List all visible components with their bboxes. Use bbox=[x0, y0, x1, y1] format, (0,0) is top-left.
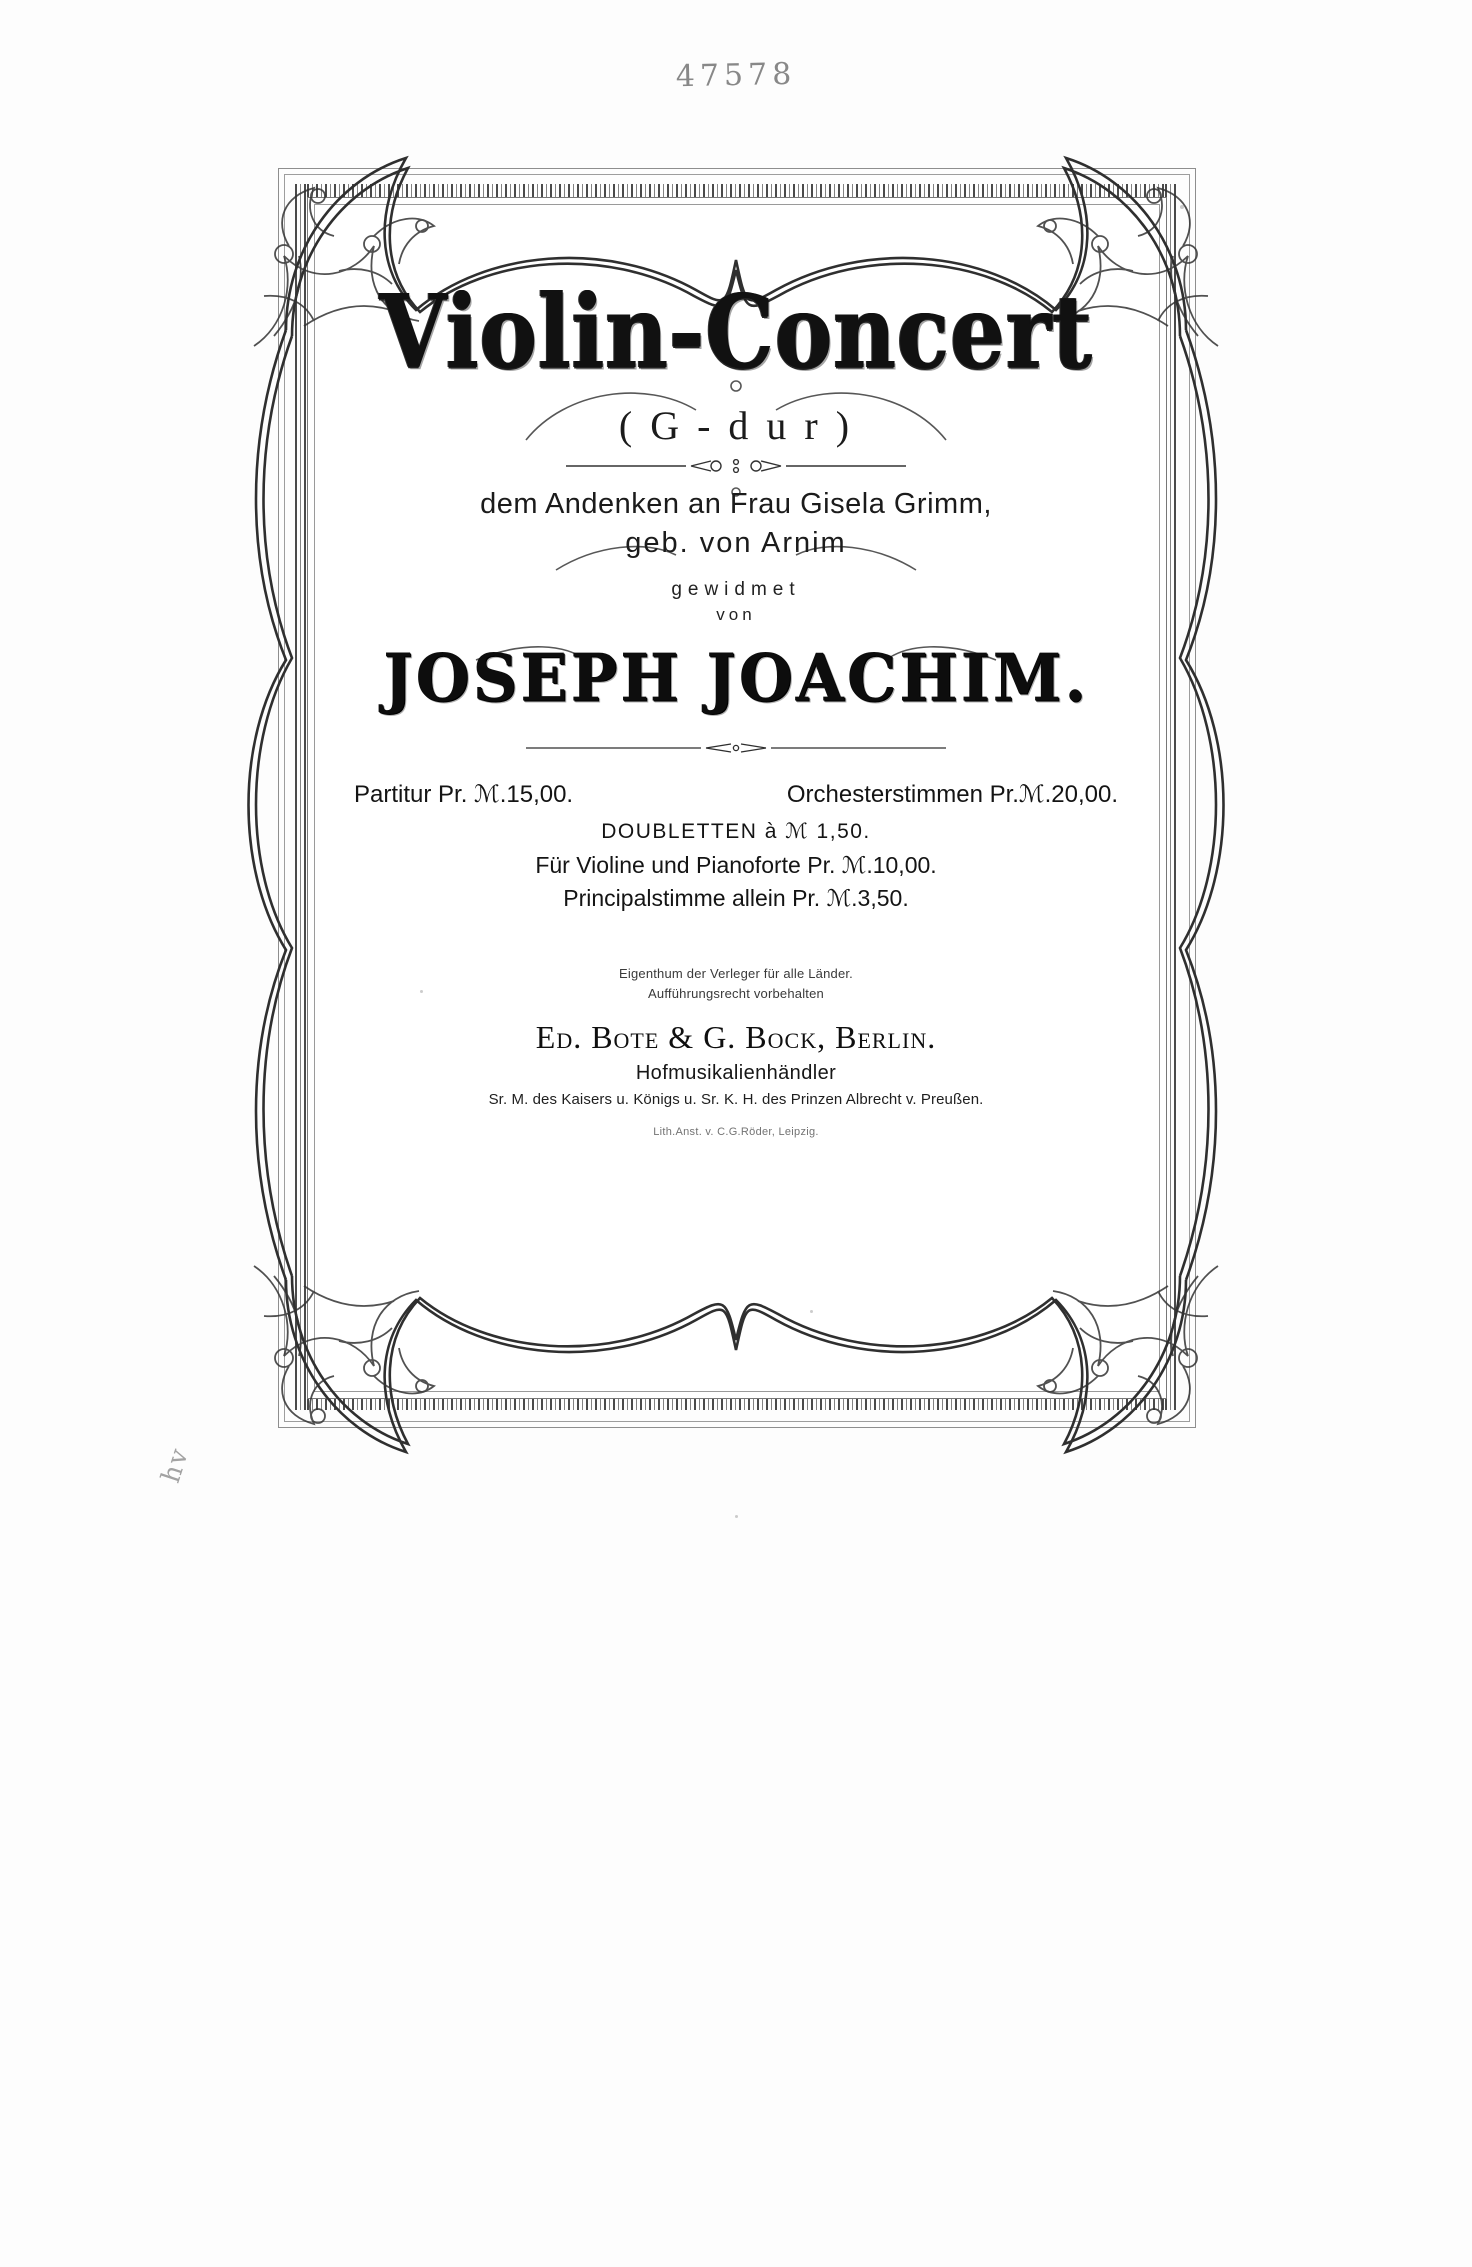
scan-speck bbox=[420, 990, 423, 993]
gewidmet-label: gewidmet bbox=[671, 579, 801, 601]
title-content bbox=[336, 272, 1136, 1139]
corner-foliate-ornament-icon bbox=[244, 1256, 444, 1436]
price-row-primary bbox=[336, 780, 1136, 809]
key-signature-label: ( G - d u r ) bbox=[618, 403, 854, 448]
scan-speck bbox=[810, 1310, 813, 1313]
section-divider bbox=[526, 740, 946, 750]
price-orchestra-parts: Orchesterstimmen Pr.ℳ.20,00. bbox=[786, 781, 1118, 809]
price-score: Partitur Pr. ℳ.15,00. bbox=[354, 781, 574, 809]
dedication-line-1: dem Andenken an Frau Gisela Grimm, bbox=[480, 488, 992, 520]
copyright-line-2: Aufführungsrecht vorbehalten bbox=[648, 985, 824, 1001]
copyright-line-1: Eigenthum der Verleger für alle Länder. bbox=[619, 966, 853, 982]
page-title: Violin-Concert bbox=[379, 272, 1093, 392]
price-violin-piano: Für Violine und Pianoforte Pr. ℳ.10,00. bbox=[535, 852, 937, 879]
publisher-royal-appointment: Sr. M. des Kaisers u. Königs u. Sr. K. H. des Prinzen Albrecht v. Preußen. bbox=[488, 1091, 984, 1109]
margin-handwritten-mark: hv bbox=[155, 1443, 196, 1487]
dedication-line-2: geb. von Arnim bbox=[625, 527, 847, 560]
dedication-block bbox=[336, 485, 1136, 563]
printer-credit: Lith.Anst. v. C.G.Röder, Leipzig. bbox=[653, 1126, 819, 1139]
publisher-name: Ed. Bote & G. Bock, Berlin. bbox=[535, 1019, 937, 1056]
title-plate bbox=[226, 140, 1246, 1470]
publisher-block bbox=[336, 964, 1136, 1138]
scan-speck bbox=[735, 1515, 738, 1518]
corner-foliate-ornament-icon bbox=[1028, 1256, 1228, 1436]
catalog-number: 47578 bbox=[675, 56, 797, 95]
composer-name: JOSEPH JOACHIM. bbox=[383, 639, 1089, 717]
price-principal-part: Principalstimme allein Pr. ℳ.3,50. bbox=[563, 885, 909, 912]
scan-speck bbox=[1180, 205, 1184, 209]
ornamental-rule bbox=[566, 459, 906, 473]
publisher-subtitle: Hofmusikalienhändler bbox=[635, 1062, 837, 1085]
price-list bbox=[336, 780, 1136, 912]
von-label: von bbox=[716, 605, 756, 625]
price-doublets: DOUBLETTEN à ℳ 1,50. bbox=[601, 820, 871, 844]
